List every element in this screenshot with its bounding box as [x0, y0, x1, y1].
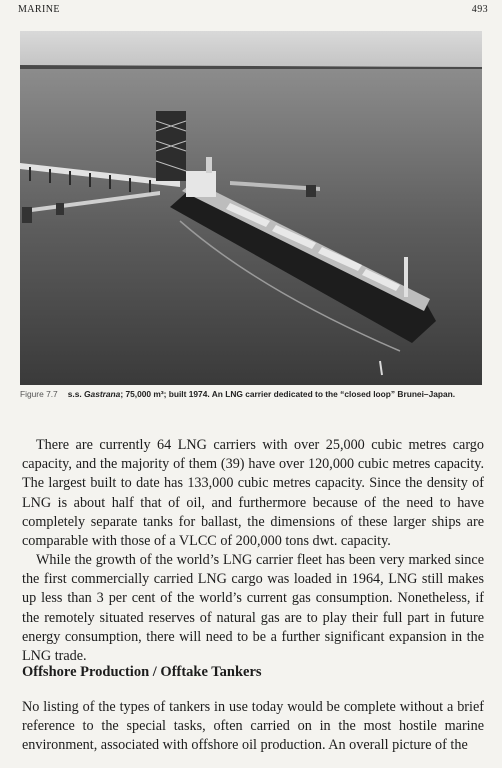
paragraph-text: There are currently 64 LNG carriers with over 25,000 cubic metres cargo capacity, and the majority of them (39) have over 120,000 cubic metres capacity. The largest built to date has 133,000 cubic metres capacity. Since the density of LNG is about half that of oil, and furthermore because of the need to have completely separate tanks for ballast, the dimensions of these larger ships are comparable with those of a VLCC of 200,000 tons dwt. capacity. [22, 437, 484, 550]
body-paragraph-2 [22, 551, 484, 666]
figure-number: Figure 7.7 [20, 389, 58, 399]
body-paragraph-3 [22, 698, 484, 756]
paragraph-text: No listing of the types of tankers in use today would be complete without a brief reference to the special tasks, often carried on in the most hostile marine environment, associated with offshore oil production. An overall picture of the [22, 699, 484, 754]
body-paragraph-1 [22, 436, 484, 551]
caption-prefix: s.s. [67, 389, 85, 399]
figure-photo [20, 31, 482, 385]
section-heading: Offshore Production / Offtake Tankers [22, 664, 262, 680]
caption-text: ; 75,000 m³; built 1974. An LNG carrier dedicated to the “closed loop” Brunei–Japan. [120, 389, 456, 399]
figure-caption [20, 389, 490, 399]
running-head [18, 4, 488, 18]
paragraph-text: While the growth of the world’s LNG carrier fleet has been very marked since the first commercially carried LNG cargo was loaded in 1964, LNG still makes up less than 3 per cent of the world’s current gas consumption. Nonetheless, if the remotely situated reserves of natural gas are to play their full part in future energy consumption, there will need to be a further significant expansion in the LNG trade. [22, 552, 484, 665]
section-title: MARINE [18, 4, 60, 15]
ship-name: Gastrana [84, 389, 121, 399]
page-number: 493 [471, 4, 488, 15]
